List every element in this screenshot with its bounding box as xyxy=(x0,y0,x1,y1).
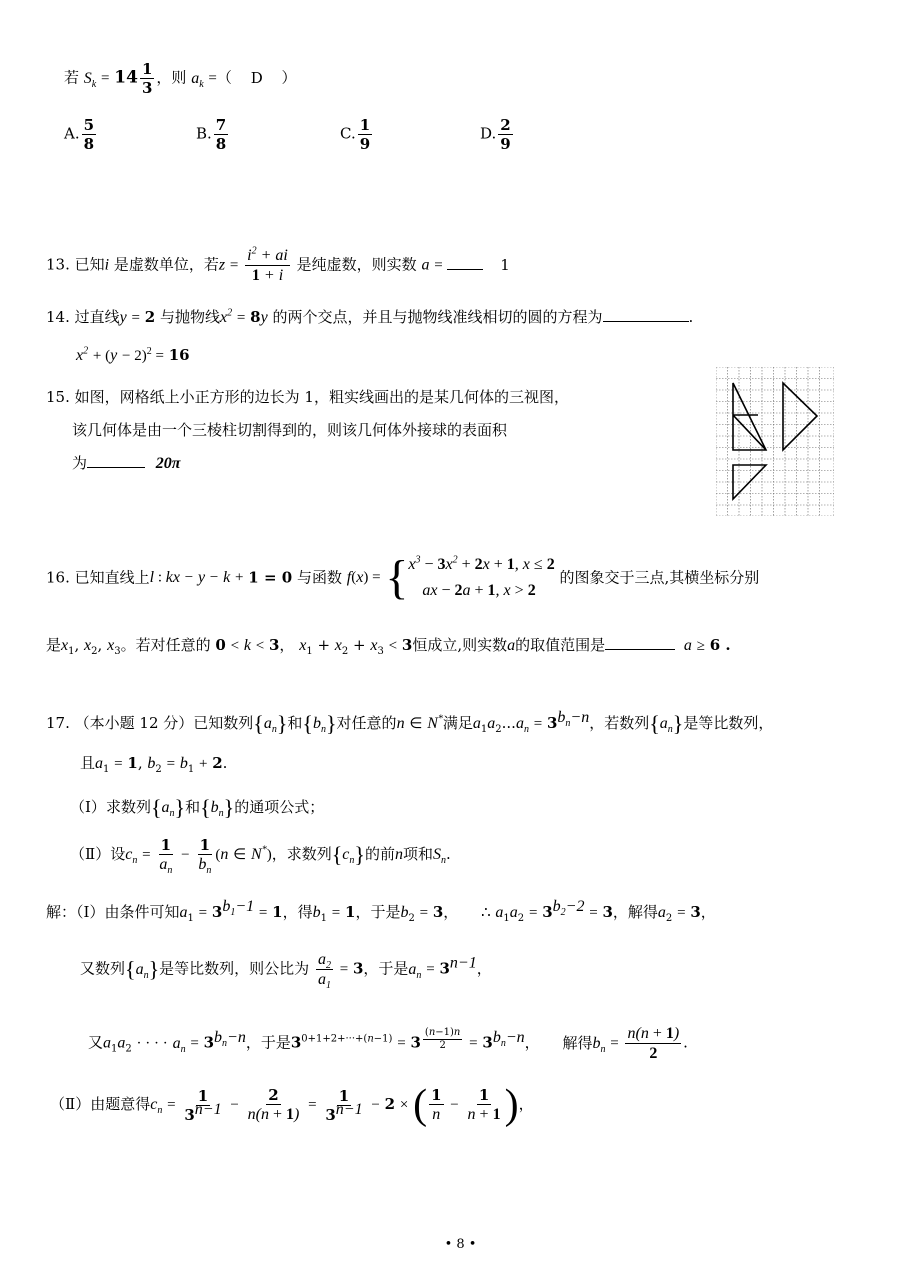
solution-line3: 又$a_1a_2$ · · · · $a_n = 3^{b_n-n}$，于是$3^{0+1+2+\cdot\cdot\cdot+(n-1)} = 3$ $^{\frac{(n-1)n}{2}}$ = $3^{b_n-n}$， 解得$b_n$ = $\frac{n(n + 1)}{2}$ . xyxy=(88,1025,688,1063)
solution-line4: （Ⅱ）由题意得$c_n$ = $\frac{1}{3^{n-1}}$ − $\frac{2}{n(n + 1)}$ = $\frac{1}{3^{n-1}}$ − 2 × ( $\frac{1}{n}$ − $\frac{1}{n + 1}$ )， xyxy=(50,1082,534,1128)
front-view xyxy=(733,383,766,450)
q13-answer: 1 xyxy=(500,255,510,274)
solution-line2: 又数列$\{a_n\}$是等比数列，则公比为 $\frac{a_2}{a_1}$ = 3，于是$a_n = 3^{n-1}$， xyxy=(80,951,492,992)
q12-option-b: B. $\frac{7}{8}$ xyxy=(196,116,227,153)
question-13: 13. 已知i 是虚数单位，若z = $\frac{i^2 + ai}{1 + i}$ 是纯虚数，则实数 a = 1 xyxy=(46,245,510,285)
question-17-line1: 17. （本小题 12 分）已知数列$\{a_n\}$和$\{b_n\}$对任意的n ∈ N*满足$a_1a_2...a_n = 3^{b_n-n}$，若数列$\{a_n\}$是等比数列， xyxy=(46,709,774,736)
q15-answer: 20π xyxy=(155,455,181,472)
question-17-part1: （Ⅰ）求数列$\{a_n\}$和$\{b_n\}$的通项公式； xyxy=(70,795,325,820)
side-view xyxy=(783,383,817,450)
question-17-line2: 且$a_1 = 1$, $b_2 = b_1 + 2$. xyxy=(80,754,228,775)
solution-line1: 解：（Ⅰ）由条件可知$a_1 = 3^{b_1-1} = 1$，得$b_1 = 1$，于是$b_2 = 3$， ∴ $a_1a_2 = 3^{b_2-2} = 3$，解得$a_2 = 3$， xyxy=(46,898,716,924)
question-16-line2: 是$x_1$, $x_2$, $x_3$。若对任意的 0 < k < 3， $x_1 + x_2 + x_3 < 3$恒成立,则实数a的取值范围是 a ≥ 6 . xyxy=(46,636,731,657)
q12-stem: 若 $S_k = 14$ $\frac{1}{3}$ ，则 $a_k$ =（ D ） xyxy=(64,60,297,97)
question-17-part2: （Ⅱ）设$c_n$ = $\frac{1}{a_n}$ − $\frac{1}{b_n}$ (n ∈ N*)，求数列$\{c_n\}$的前n项和$S_n$. xyxy=(70,836,451,877)
piecewise-function: $x^3 - 3x^2 + 2x + 1$, x ≤ 2 ax − 2a + 1, x > 2 xyxy=(408,554,555,599)
three-view-figure xyxy=(716,367,834,516)
q14-answer: $x^2 + (y - 2)^2 = 16$ xyxy=(76,345,190,364)
question-15-line2: 该几何体是由一个三棱柱切割得到的，则该几何体外接球的表面积 xyxy=(72,421,508,439)
page-number: • 8 • xyxy=(444,1237,477,1252)
q12-option-c: C. $\frac{1}{9}$ xyxy=(340,116,371,153)
question-16-line1: 16. 已知直线上l : kx − y − k + 1 = 0 与函数 f(x) = { $x^3 - 3x^2 + 2x + 1$, x ≤ 2 ax − 2a + 1, x > 2 的图象交于三点,其横坐标分别 xyxy=(46,551,760,604)
question-14: 14. 过直线y = 2 与抛物线$x^2 = 8y$ 的两个交点，并且与抛物线准线相切的圆的方程为 . xyxy=(46,307,694,326)
question-15-line1: 15. 如图，网格纸上小正方形的边长为 1，粗实线画出的是某几何体的三视图， xyxy=(46,388,569,406)
q12-option-a: A. $\frac{5}{8}$ xyxy=(64,116,95,153)
question-15-line3: 为 20π xyxy=(72,454,181,472)
q12-option-d: D. $\frac{2}{9}$ xyxy=(480,116,511,153)
q12-answer: D xyxy=(250,68,263,87)
